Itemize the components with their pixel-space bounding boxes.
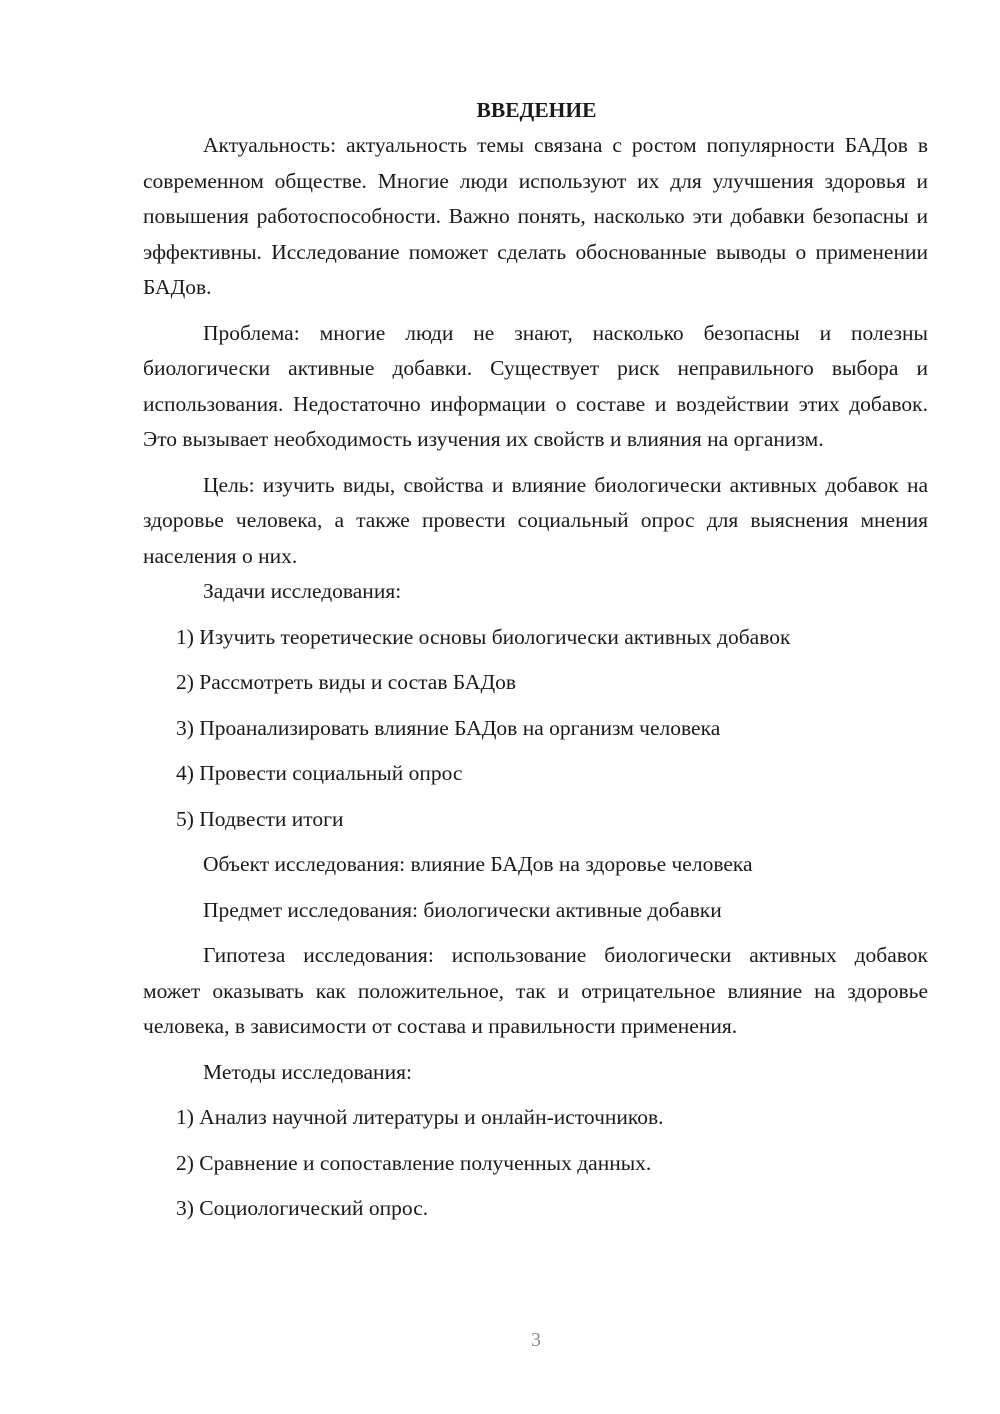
document-page <box>143 93 928 1227</box>
methods-heading: Методы исследования: <box>203 1059 412 1084</box>
list-item: 1) Анализ научной литературы и онлайн-источников. <box>176 1105 664 1129</box>
relevance-paragraph: Актуальность: актуальность темы связана с ростом популярности БАДов в современном обществе. Многие люди используют их для улучшения здоровья и повышения работоспособности. Важно понять, насколько эти добавки безопасны и эффективны. Исследование поможет сделать обоснованные выводы о применении БАДов. <box>143 133 928 299</box>
section-heading: ВВЕДЕНИЕ <box>476 98 597 122</box>
goal-paragraph: Цель: изучить виды, свойства и влияние биологически активных добавок на здоровье человека, а также провести социальный опрос для выяснения мнения населения о них. <box>143 472 928 568</box>
hypothesis-paragraph: Гипотеза исследования: использование биологически активных добавок может оказывать как положительное, так и отрицательное влияние на здоровье человека, в зависимости от состава и правильности применения. <box>143 943 928 1038</box>
tasks-heading: Задачи исследования: <box>203 579 402 603</box>
object-line: Объект исследования: влияние БАДов на здоровье человека <box>203 852 753 876</box>
list-item: 3) Проанализировать влияние БАДов на организм человека <box>176 715 721 740</box>
subject-line: Предмет исследования: биологически активные добавки <box>203 897 722 922</box>
methods-list <box>143 1100 928 1227</box>
list-item: 1) Изучить теоретические основы биологически активных добавок <box>176 624 791 649</box>
list-item: 3) Социологический опрос. <box>176 1196 429 1220</box>
list-item: 5) Подвести итоги <box>176 806 344 831</box>
list-item: 2) Сравнение и сопоставление полученных данных. <box>176 1150 652 1175</box>
list-item: 4) Провести социальный опрос <box>176 761 463 785</box>
page-number: 3 <box>531 1329 541 1351</box>
problem-paragraph: Проблема: многие люди не знают, насколько безопасны и полезны биологически активные добавки. Существует риск неправильного выбора и использования. Недостаточно информации о составе и воздействии этих добавок. Это вызывает необходимость изучения их свойств и влияния на организм. <box>143 320 928 451</box>
tasks-list <box>143 620 928 838</box>
list-item: 2) Рассмотреть виды и состав БАДов <box>176 670 517 694</box>
